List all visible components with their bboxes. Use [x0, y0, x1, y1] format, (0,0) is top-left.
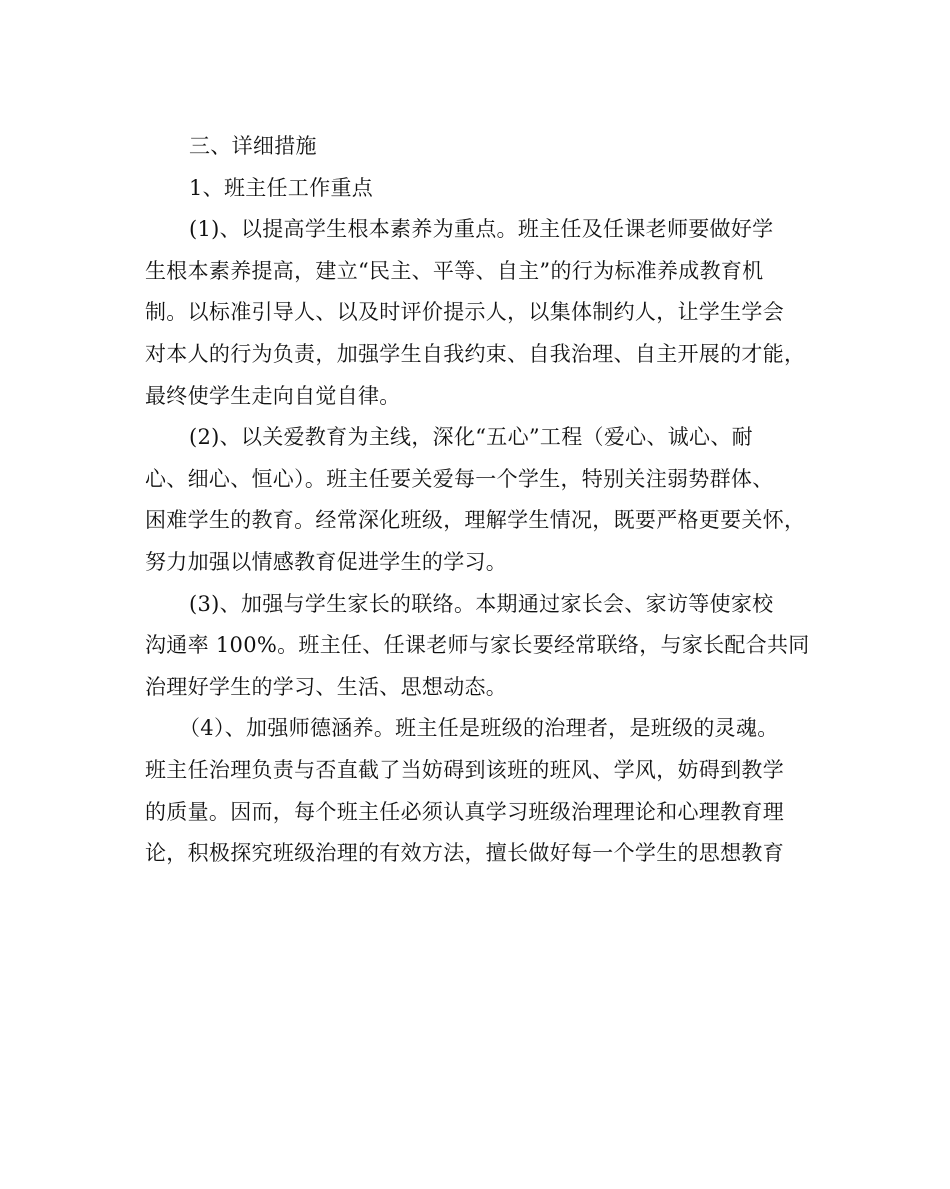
paragraph-4-line-2: 班主任治理负责与否直截了当妨碍到该班的班风、学风，妨碍到教学	[145, 757, 784, 782]
paragraph-1-line-3: 制。以标准引导人、以及时评价提示人，以集体制约人，让学生学会	[145, 300, 784, 325]
paragraph-2-line-1: (2)、以关爱教育为主线，深化“五心”工程（爱心、诚心、耐	[189, 425, 753, 450]
paragraph-2-line-4: 努力加强以情感教育促进学生的学习。	[145, 549, 508, 574]
paragraph-3-line-3: 治理好学生的学习、生活、思想动态。	[145, 674, 508, 699]
paragraph-4-line-3: 的质量。因而，每个班主任必须认真学习班级治理理论和心理教育理	[145, 799, 784, 824]
document-body	[145, 126, 815, 875]
paragraph-2-line-2: 心、细心、恒心）。班主任要关爱每一个学生，特别关注弱势群体、	[145, 466, 774, 491]
subsection-heading: 1、班主任工作重点	[189, 175, 374, 200]
section-heading: 三、详细措施	[189, 134, 317, 158]
paragraph-1-line-1: (1)、以提高学生根本素养为重点。班主任及任课老师要做好学	[189, 217, 774, 242]
paragraph-3-line-1: (3)、加强与学生家长的联络。本期通过家长会、家访等使家校	[189, 591, 774, 616]
paragraph-1-line-2: 生根本素养提高，建立“民主、平等、自主”的行为标准养成教育机	[145, 258, 764, 283]
paragraph-4-line-4: 论，积极探究班级治理的有效方法，擅长做好每一个学生的思想教育	[145, 841, 784, 866]
paragraph-1-line-5: 最终使学生走向自觉自律。	[145, 383, 401, 408]
paragraph-1-line-4: 对本人的行为负责，加强学生自我约束、自我治理、自主开展的才能，	[145, 341, 806, 366]
paragraph-3-line-2: 沟通率 100%。班主任、任课老师与家长要经常联络，与家长配合共同	[145, 633, 810, 658]
paragraph-2-line-3: 困难学生的教育。经常深化班级，理解学生情况，既要严格更要关怀，	[145, 508, 806, 533]
paragraph-4-line-1: （4）、加强师德涵养。班主任是班级的治理者，是班级的灵魂。	[179, 716, 779, 741]
